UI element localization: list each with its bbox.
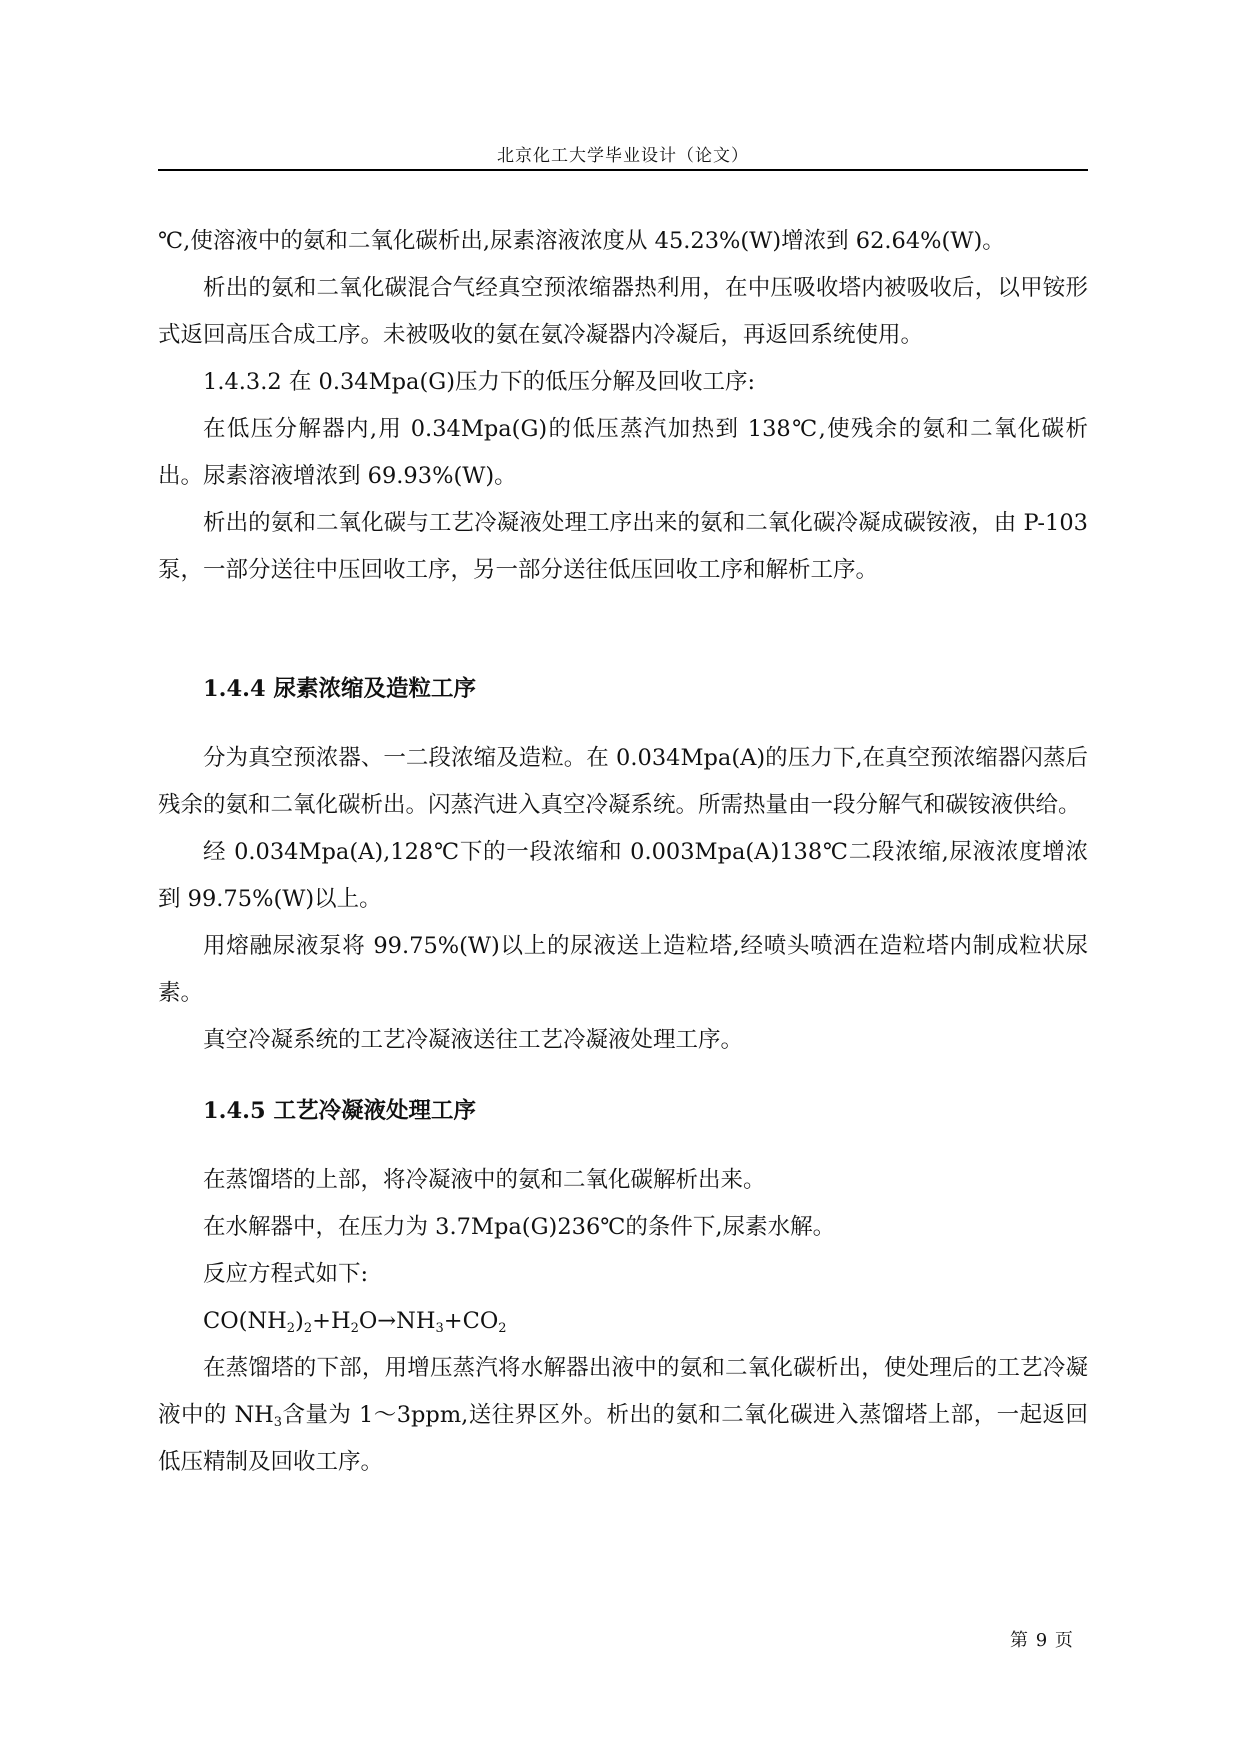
paragraph: 析出的氨和二氧化碳混合气经真空预浓缩器热利用，在中压吸收塔内被吸收后，以甲铵形式返回高压合成工序。未被吸收的氨在氨冷凝器内冷凝后，再返回系统使用。 [158, 275, 1088, 348]
equation-subscript: 2 [350, 1321, 359, 1336]
paragraph: 在低压分解器内,用 0.34Mpa(G)的低压蒸汽加热到 138℃,使残余的氨和二氧化碳析出。尿素溶液增浓到 69.93%(W)。 [158, 416, 1088, 489]
paragraph: ℃,使溶液中的氨和二氧化碳析出,尿素溶液浓度从 45.23%(W)增浓到 62.64%(W)。 [158, 228, 1005, 254]
equation-part: +CO [443, 1308, 499, 1334]
equation-part: +H [312, 1308, 351, 1334]
section-heading-1-4-5: 1.4.5 工艺冷凝液处理工序 [203, 1098, 476, 1124]
chemical-equation [158, 1298, 1088, 1345]
page-number: 第 9 页 [1010, 1630, 1074, 1651]
equation-part: CO(NH [203, 1308, 287, 1334]
paragraph: 在水解器中，在压力为 3.7Mpa(G)236℃的条件下,尿素水解。 [203, 1214, 836, 1240]
page-body [158, 218, 1088, 1486]
paragraph-part: 含量为 1～3ppm,送往界区外。析出的氨和二氧化碳进入蒸馏塔上部，一起返回低压精制及回收工序。 [158, 1402, 1089, 1475]
equation-subscript: 2 [286, 1321, 296, 1336]
paragraph [158, 1345, 1088, 1486]
paragraph: 反应方程式如下: [203, 1261, 369, 1287]
subsection-title: 1.4.3.2 在 0.34Mpa(G)压力下的低压分解及回收工序: [203, 369, 756, 395]
paragraph: 用熔融尿液泵将 99.75%(W)以上的尿液送上造粒塔,经喷头喷洒在造粒塔内制成粒状尿素。 [158, 933, 1088, 1006]
equation-part: O→NH [358, 1308, 436, 1334]
equation-subscript: 2 [303, 1321, 313, 1336]
paragraph: 真空冷凝系统的工艺冷凝液送往工艺冷凝液处理工序。 [203, 1027, 744, 1053]
paragraph: 经 0.034Mpa(A),128℃下的一段浓缩和 0.003Mpa(A)138℃二段浓缩,尿液浓度增浓到 99.75%(W)以上。 [158, 839, 1088, 912]
equation-part: ) [295, 1308, 304, 1334]
paragraph: 在蒸馏塔的上部，将冷凝液中的氨和二氧化碳解析出来。 [203, 1167, 766, 1193]
paragraph: 析出的氨和二氧化碳与工艺冷凝液处理工序出来的氨和二氧化碳冷凝成碳铵液，由 P-103 泵，一部分送往中压回收工序，另一部分送往低压回收工序和解析工序。 [158, 510, 1088, 583]
running-header: 北京化工大学毕业设计（论文） [497, 146, 749, 166]
section-heading-1-4-4: 1.4.4 尿素浓缩及造粒工序 [203, 676, 476, 702]
ammonia-subscript: 3 [273, 1415, 283, 1430]
equation-subscript: 2 [498, 1321, 507, 1336]
header-rule [158, 169, 1088, 171]
paragraph-part: 在蒸馏塔的下部，用增压蒸汽将水解器出液中的氨和二氧化碳析出，使处理后的工艺冷凝液中的 NH [158, 1355, 1088, 1428]
equation-subscript: 3 [435, 1321, 444, 1336]
paragraph: 分为真空预浓器、一二段浓缩及造粒。在 0.034Mpa(A)的压力下,在真空预浓缩器闪蒸后残余的氨和二氧化碳析出。闪蒸汽进入真空冷凝系统。所需热量由一段分解气和碳铵液供给。 [158, 745, 1088, 818]
